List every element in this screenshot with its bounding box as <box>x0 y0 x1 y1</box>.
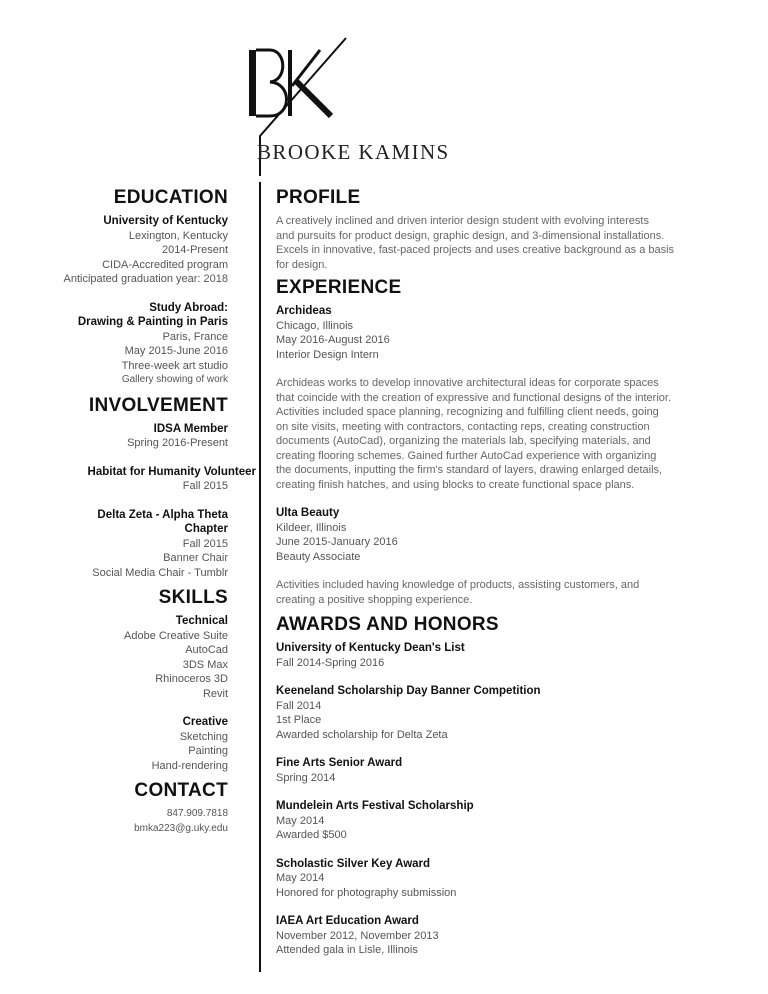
entry-line: Paris, France <box>162 330 228 343</box>
experience-heading: EXPERIENCE <box>276 277 402 298</box>
entry-title: University of Kentucky <box>103 215 228 227</box>
education-heading: EDUCATION <box>113 187 228 208</box>
skill-item: AutoCad <box>185 644 228 656</box>
job-meta: June 2015-January 2016 <box>276 536 398 548</box>
job-meta: Chicago, Illinois <box>276 319 354 332</box>
job-desc-line: creating finish hatches, and using blocks to create functional space plans. <box>276 478 635 491</box>
awards-heading: AWARDS AND HONORS <box>276 614 499 635</box>
entry-title: IDSA Member <box>153 422 228 435</box>
skill-item: Rhinoceros 3D <box>155 673 228 685</box>
involvement-entry <box>28 465 256 494</box>
skill-item: 3DS Max <box>182 658 228 671</box>
entry-line: Social Media Chair - Tumblr <box>92 566 228 579</box>
involvement-entry <box>28 508 228 581</box>
job-entry <box>276 304 716 492</box>
skill-item: Hand-rendering <box>151 759 228 772</box>
award-title: Fine Arts Senior Award <box>276 757 403 769</box>
entry-line: CIDA-Accredited program <box>102 258 228 271</box>
entry-title: Habitat for Humanity Volunteer <box>87 465 256 478</box>
entry-title: Technical <box>175 615 228 627</box>
involvement-heading: INVOLVEMENT <box>88 394 228 416</box>
award-line: Fall 2014 <box>276 699 322 712</box>
entry-line: Banner Chair <box>163 552 228 564</box>
left-column <box>28 186 256 836</box>
involvement-entry <box>28 422 228 451</box>
award-entry <box>276 756 716 785</box>
profile-text <box>276 214 716 272</box>
contact-heading: CONTACT <box>134 780 228 801</box>
award-line: May 2014 <box>276 872 325 884</box>
entry-line: Gallery showing of work <box>121 374 228 385</box>
skill-item: Painting <box>188 745 228 757</box>
contact-phone: 847.909.7818 <box>166 808 228 819</box>
award-entry <box>276 857 716 901</box>
job-desc-line: creating flooring schemes. Gained further AutoCad experience with organizing <box>276 449 657 462</box>
award-line: Spring 2014 <box>276 771 336 784</box>
job-meta: Kildeer, Illinois <box>276 521 347 534</box>
job-title: Ulta Beauty <box>276 507 340 519</box>
skill-item: Adobe Creative Suite <box>124 629 228 642</box>
award-title: Scholastic Silver Key Award <box>276 857 431 870</box>
job-desc-line: Activities included having knowledge of products, assisting customers, and <box>276 579 640 591</box>
award-line: Honored for photography submission <box>276 886 457 899</box>
award-line: November 2012, November 2013 <box>276 929 439 942</box>
job-desc-line: Activities included space planning, recognizing and fulfilling client needs, going <box>276 406 659 418</box>
award-title: University of Kentucky Dean's List <box>276 642 465 654</box>
education-entry <box>28 301 228 388</box>
award-title: Keeneland Scholarship Day Banner Competition <box>276 685 541 697</box>
entry-title: Drawing & Painting in Paris <box>77 316 228 328</box>
award-title: IAEA Art Education Award <box>276 915 419 927</box>
profile-line: Excels in innovative, fast-paced projects and uses creative background as a basis <box>276 244 675 256</box>
skills-technical <box>28 614 228 701</box>
entry-title: Creative <box>182 716 228 728</box>
entry-line: Spring 2016-Present <box>127 437 228 449</box>
entry-line: Anticipated graduation year: 2018 <box>63 273 228 285</box>
job-meta: Beauty Associate <box>276 550 361 563</box>
award-entry <box>276 914 716 958</box>
job-meta: Interior Design Intern <box>276 348 379 361</box>
entry-title: Study Abroad: <box>149 301 228 314</box>
skills-creative <box>28 715 228 773</box>
skill-item: Revit <box>202 687 228 700</box>
award-line: May 2014 <box>276 814 325 827</box>
job-desc-line: creating a positive shopping experience. <box>276 593 473 606</box>
profile-line: for design. <box>276 258 328 271</box>
profile-heading: PROFILE <box>276 187 361 208</box>
job-desc-line: documents (AutoCad), organizing the materials lab, specifying materials, and <box>276 435 651 447</box>
job-desc-line: that coincide with the creation of expressive and functional designs of the interior. <box>276 391 672 404</box>
job-title: Archideas <box>276 305 332 317</box>
award-entry <box>276 799 716 843</box>
award-line: Fall 2014-Spring 2016 <box>276 656 385 669</box>
job-desc-line: the documents, inputting the firm's standard of layers, drawing enlarged details, <box>276 464 663 476</box>
award-line: Attended gala in Lisle, Illinois <box>276 944 418 956</box>
entry-line: Lexington, Kentucky <box>128 229 228 242</box>
full-name: BROOKE KAMINS <box>257 140 450 164</box>
entry-line: Fall 2015 <box>182 537 228 550</box>
job-desc-line: Archideas works to develop innovative architectural ideas for corporate spaces <box>276 377 659 389</box>
job-desc-line: on site visits, meeting with contractors, contacting reps, creating construction <box>276 420 650 433</box>
entry-line: Fall 2015 <box>182 480 228 492</box>
award-line: Awarded scholarship for Delta Zeta <box>276 728 448 741</box>
profile-line: A creatively inclined and driven interior design student with evolving interests <box>276 215 649 227</box>
skill-item: Sketching <box>179 730 228 743</box>
job-entry <box>276 506 716 607</box>
entry-line: Three-week art studio <box>121 359 228 372</box>
award-entry <box>276 641 716 670</box>
divider-line <box>259 182 261 972</box>
job-meta: May 2016-August 2016 <box>276 334 390 346</box>
entry-title: Chapter <box>184 523 228 535</box>
skills-heading: SKILLS <box>158 587 228 608</box>
entry-line: May 2015-June 2016 <box>124 345 228 357</box>
award-entry <box>276 684 716 742</box>
profile-line: and pursuits for product design, graphic design, and 3-dimensional installations. <box>276 229 665 242</box>
entry-line: 2014-Present <box>161 244 228 256</box>
award-title: Mundelein Arts Festival Scholarship <box>276 800 474 812</box>
award-line: 1st Place <box>276 714 322 726</box>
award-line: Awarded $500 <box>276 829 347 841</box>
entry-title: Delta Zeta - Alpha Theta <box>97 508 228 521</box>
education-entry <box>28 214 228 287</box>
contact-email: bmka223@g.uky.edu <box>134 822 228 834</box>
right-column <box>276 186 716 958</box>
